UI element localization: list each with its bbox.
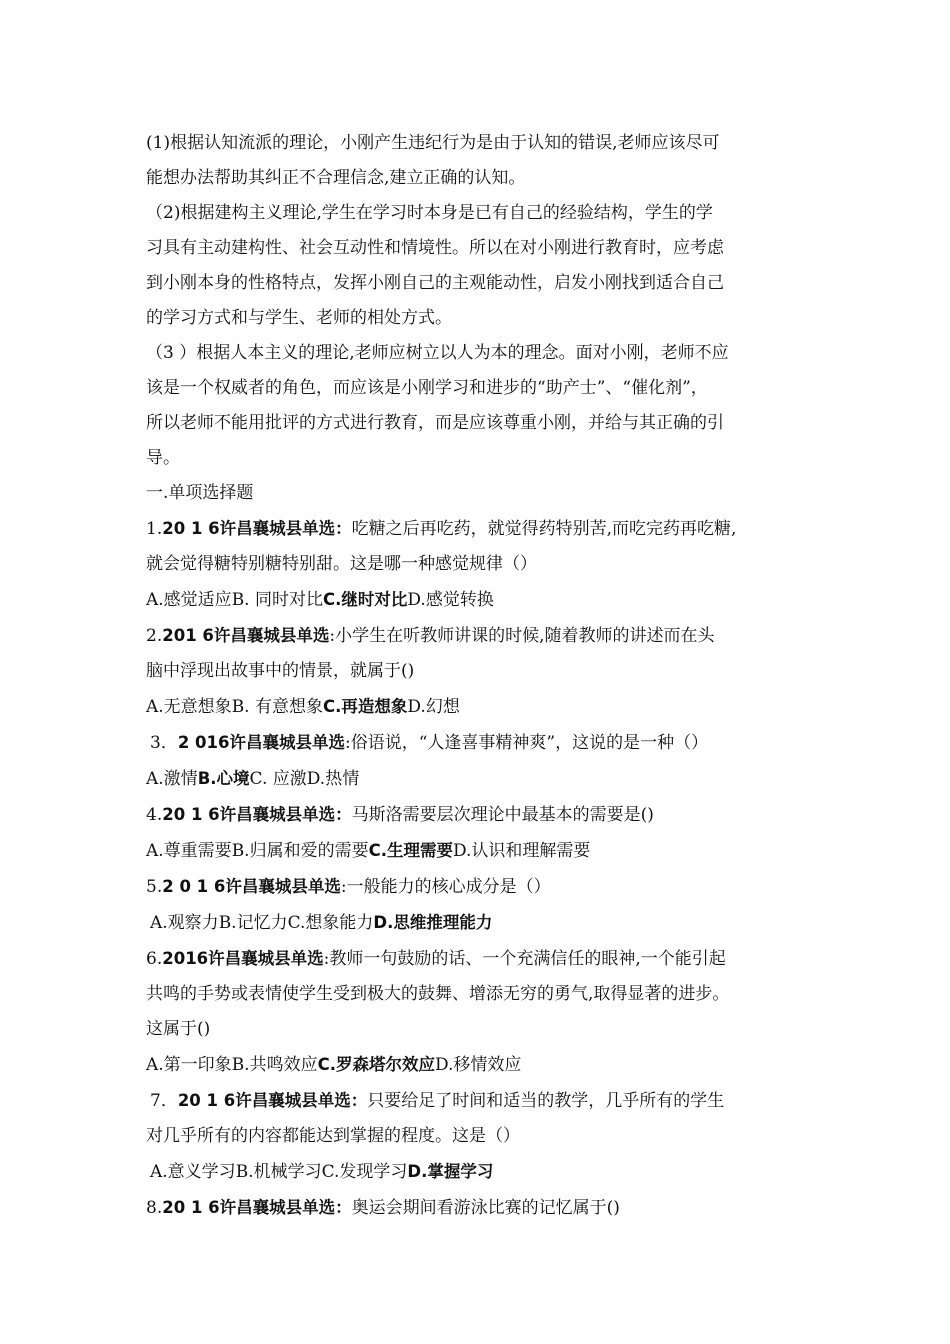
option-b-answer: B.心境 bbox=[197, 769, 250, 788]
question-options bbox=[146, 905, 810, 941]
option-d: D.幻想 bbox=[407, 697, 460, 717]
text-line: 的学习方式和与学生、老师的相处方式。 bbox=[146, 308, 452, 328]
question-source: 2 0 1 6许昌襄城县单选 bbox=[162, 877, 341, 896]
question-source: 20 1 6许昌襄城县单选： bbox=[162, 1198, 352, 1217]
option-d: D.感觉转换 bbox=[407, 590, 494, 610]
text-line: （2)根据建构主义理论,学生在学习时本身是已有自己的经验结构，学生的学 bbox=[146, 203, 713, 223]
question-options bbox=[146, 1047, 810, 1083]
question-stem bbox=[146, 618, 810, 654]
text-line: 能想办法帮助其纠正不合理信念,建立正确的认知。 bbox=[146, 168, 526, 188]
question-stem bbox=[146, 725, 810, 761]
section-title: 一.单项选择题 bbox=[146, 483, 254, 503]
question-stem bbox=[146, 1083, 810, 1119]
option-b: B. 同时对比 bbox=[231, 590, 323, 610]
question-number: 7． bbox=[150, 1091, 178, 1111]
question-text: :俗语说，“人逢喜事精神爽”，这说的是一种（） bbox=[345, 733, 709, 753]
option-a: A.意义学习 bbox=[150, 1162, 236, 1182]
question-number: 6. bbox=[146, 949, 163, 969]
question-source: 20 1 6许昌襄城县单选： bbox=[162, 519, 352, 538]
option-c: C.想象能力 bbox=[287, 913, 374, 933]
question-source: 201 6许昌襄城县单选 bbox=[162, 626, 330, 645]
option-a: A.激情 bbox=[146, 769, 198, 789]
option-d: D.认识和理解需要 bbox=[452, 841, 591, 861]
question-5 bbox=[146, 869, 810, 941]
text-line: 导。 bbox=[146, 448, 180, 468]
option-b: B.记忆力 bbox=[218, 913, 288, 933]
option-a: A.尊重需要 bbox=[146, 841, 232, 861]
option-c: C. 应激 bbox=[249, 769, 307, 789]
option-c-answer: C.继时对比 bbox=[323, 590, 408, 609]
question-options bbox=[146, 582, 810, 618]
option-c-answer: C.生理需要 bbox=[368, 841, 453, 860]
analysis-paragraph-1 bbox=[146, 126, 810, 196]
option-a: A.无意想象 bbox=[146, 697, 232, 717]
option-d-answer: D.思维推理能力 bbox=[373, 913, 493, 932]
question-stem bbox=[146, 1190, 810, 1226]
question-text-cont: 对几乎所有的内容都能达到掌握的程度。这是（） bbox=[146, 1126, 520, 1146]
analysis-paragraph-2 bbox=[146, 196, 810, 336]
question-text-cont: 共鸣的手势或表情使学生受到极大的鼓舞、增添无穷的勇气,取得显著的进步。 bbox=[146, 984, 730, 1004]
question-8 bbox=[146, 1190, 810, 1226]
option-d: D.移情效应 bbox=[434, 1055, 522, 1075]
question-stem bbox=[146, 797, 810, 833]
text-line: (1)根据认知流派的理论，小刚产生违纪行为是由于认知的错误,老师应该尽可 bbox=[146, 133, 720, 153]
question-7 bbox=[146, 1083, 810, 1190]
option-a: A.感觉适应 bbox=[146, 590, 232, 610]
question-source: 2016许昌襄城县单选 bbox=[162, 949, 324, 968]
option-c-answer: C.罗森塔尔效应 bbox=[317, 1055, 435, 1074]
text-line: （3 ）根据人本主义的理论,老师应树立以人为本的理念。面对小刚，老师不应 bbox=[146, 343, 729, 363]
question-text: 只要给足了时间和适当的教学，几乎所有的学生 bbox=[367, 1091, 725, 1111]
question-3 bbox=[146, 725, 810, 797]
question-text: 吃糖之后再吃药，就觉得药特别苦,而吃完药再吃糖, bbox=[351, 519, 737, 539]
text-line: 所以老师不能用批评的方式进行教育，而是应该尊重小刚，并给与其正确的引 bbox=[146, 413, 724, 433]
question-stem bbox=[146, 941, 810, 977]
option-b: B.归属和爱的需要 bbox=[231, 841, 369, 861]
question-stem bbox=[146, 869, 810, 905]
question-text-cont: 就会觉得糖特别糖特别甜。这是哪一种感觉规律（） bbox=[146, 554, 537, 574]
question-text-cont: 脑中浮现出故事中的情景，就属于() bbox=[146, 661, 415, 681]
question-options bbox=[146, 761, 810, 797]
question-number: 5. bbox=[146, 877, 163, 897]
question-source: 2 016许昌襄城县单选 bbox=[177, 733, 345, 752]
question-number: 4. bbox=[146, 805, 163, 825]
option-b: B.机械学习 bbox=[235, 1162, 322, 1182]
question-number: 8. bbox=[146, 1198, 163, 1218]
question-options bbox=[146, 689, 810, 725]
question-4 bbox=[146, 797, 810, 869]
question-2 bbox=[146, 618, 810, 725]
question-text: 马斯洛需要层次理论中最基本的需要是() bbox=[351, 805, 654, 825]
option-d: D.热情 bbox=[306, 769, 360, 789]
question-text-cont: 这属于() bbox=[146, 1019, 211, 1039]
question-options bbox=[146, 833, 810, 869]
question-text: :小学生在听教师讲课的时候,随着教师的讲述而在头 bbox=[329, 626, 715, 646]
question-number: 3． bbox=[150, 733, 178, 753]
question-text: :教师一句鼓励的话、一个充满信任的眼神,一个能引起 bbox=[323, 949, 726, 969]
text-line: 该是一个权威者的角色，而应该是小刚学习和进步的“助产士”、“催化剂”， bbox=[146, 378, 708, 398]
question-number: 2. bbox=[146, 626, 163, 646]
option-a: A.第一印象 bbox=[146, 1055, 232, 1075]
text-line: 习具有主动建构性、社会互动性和情境性。所以在对小刚进行教育时，应考虑 bbox=[146, 238, 724, 258]
question-6 bbox=[146, 941, 810, 1083]
question-options bbox=[146, 1154, 810, 1190]
option-c-answer: C.再造想象 bbox=[323, 697, 408, 716]
question-number: 1. bbox=[146, 519, 163, 539]
question-source: 20 1 6许昌襄城县单选： bbox=[162, 805, 352, 824]
option-b: B. 有意想象 bbox=[231, 697, 323, 717]
option-c: C.发现学习 bbox=[321, 1162, 408, 1182]
option-a: A.观察力 bbox=[150, 913, 219, 933]
option-b: B.共鸣效应 bbox=[231, 1055, 318, 1075]
option-d-answer: D.掌握学习 bbox=[407, 1162, 494, 1181]
analysis-paragraph-3 bbox=[146, 336, 810, 476]
question-1 bbox=[146, 511, 810, 618]
question-source: 20 1 6许昌襄城县单选： bbox=[177, 1091, 368, 1110]
question-text: 奥运会期间看游泳比赛的记忆属于() bbox=[351, 1198, 620, 1218]
question-stem bbox=[146, 511, 810, 547]
text-line: 到小刚本身的性格特点，发挥小刚自己的主观能动性，启发小刚找到适合自己 bbox=[146, 273, 724, 293]
question-text: :一般能力的核心成分是（） bbox=[340, 877, 551, 897]
